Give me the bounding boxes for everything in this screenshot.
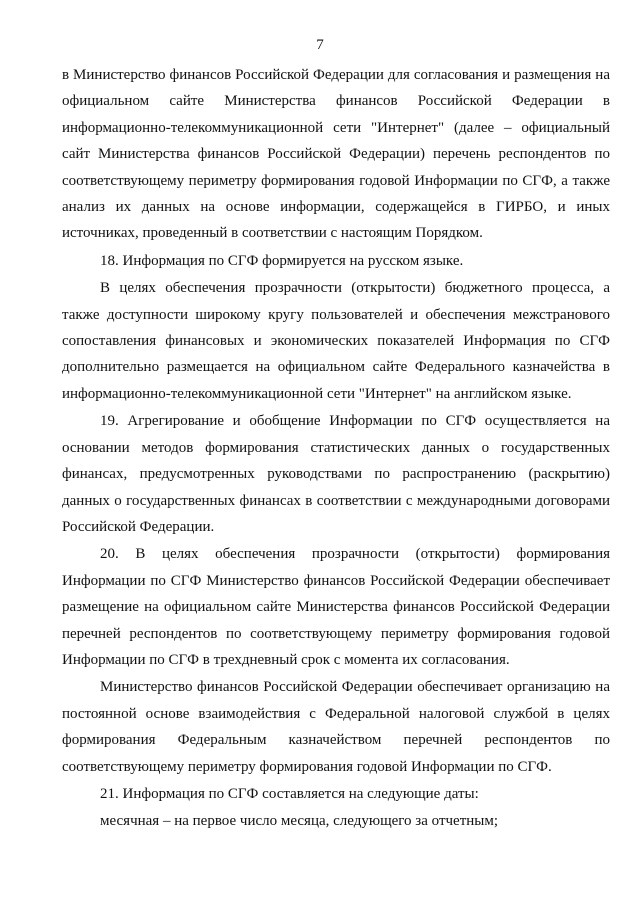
- paragraph-21-monthly: месячная – на первое число месяца, следующего за отчетным;: [100, 813, 499, 830]
- document-body: [62, 62, 610, 835]
- paragraph-continuation: в Министерство финансов Российской Федерации для согласования и размещения на официальном сайте Министерства финансов Российской Федерации в информационно-телекоммуникационной сети "Интернет" (далее – официальный сайт Министерства финансов Российской Федерации) перечень респондентов по соответствующему периметру формирования годовой Информации по СГФ, а также анализ их данных на основе информации, содержащейся в ГИРБО, и иных источниках, проведенный в соответствии с настоящим Порядком.: [62, 67, 610, 242]
- paragraph-20: 20. В целях обеспечения прозрачности (открытости) формирования Информации по СГФ Министерство финансов Российской Федерации обеспечивает размещение на официальном сайте Министерства финансов Российской Федерации перечней респондентов по соответствующему периметру формирования годовой Информации по СГФ в трехдневный срок с момента их согласования.: [62, 546, 610, 668]
- paragraph-18: 18. Информация по СГФ формируется на русском языке.: [100, 252, 464, 269]
- paragraph-21: 21. Информация по СГФ составляется на следующие даты:: [100, 785, 479, 802]
- paragraph-19: 19. Агрегирование и обобщение Информации по СГФ осуществляется на основании методов формирования статистических данных о государственных финансах, предусмотренных руководствами по распространению (раскрытию) данных о государственных финансах в соответствии с международными договорами Российской Федерации.: [62, 413, 610, 535]
- page-number: 7: [316, 37, 324, 53]
- paragraph-20-interaction: Министерство финансов Российской Федерации обеспечивает организацию на постоянной основе взаимодействия с Федеральной налоговой службой в целях формирования Федеральным казначейством перечней респондентов по соответствующему периметру формирования годовой Информации по СГФ.: [62, 679, 610, 775]
- paragraph-18-english: В целях обеспечения прозрачности (открытости) бюджетного процесса, а также доступности широкому кругу пользователей и обеспечения межстранового сопоставления финансовых и экономических показателей Информация по СГФ дополнительно размещается на официальном сайте Федерального казначейства в информационно-телекоммуникационной сети "Интернет" на английском языке.: [62, 280, 610, 402]
